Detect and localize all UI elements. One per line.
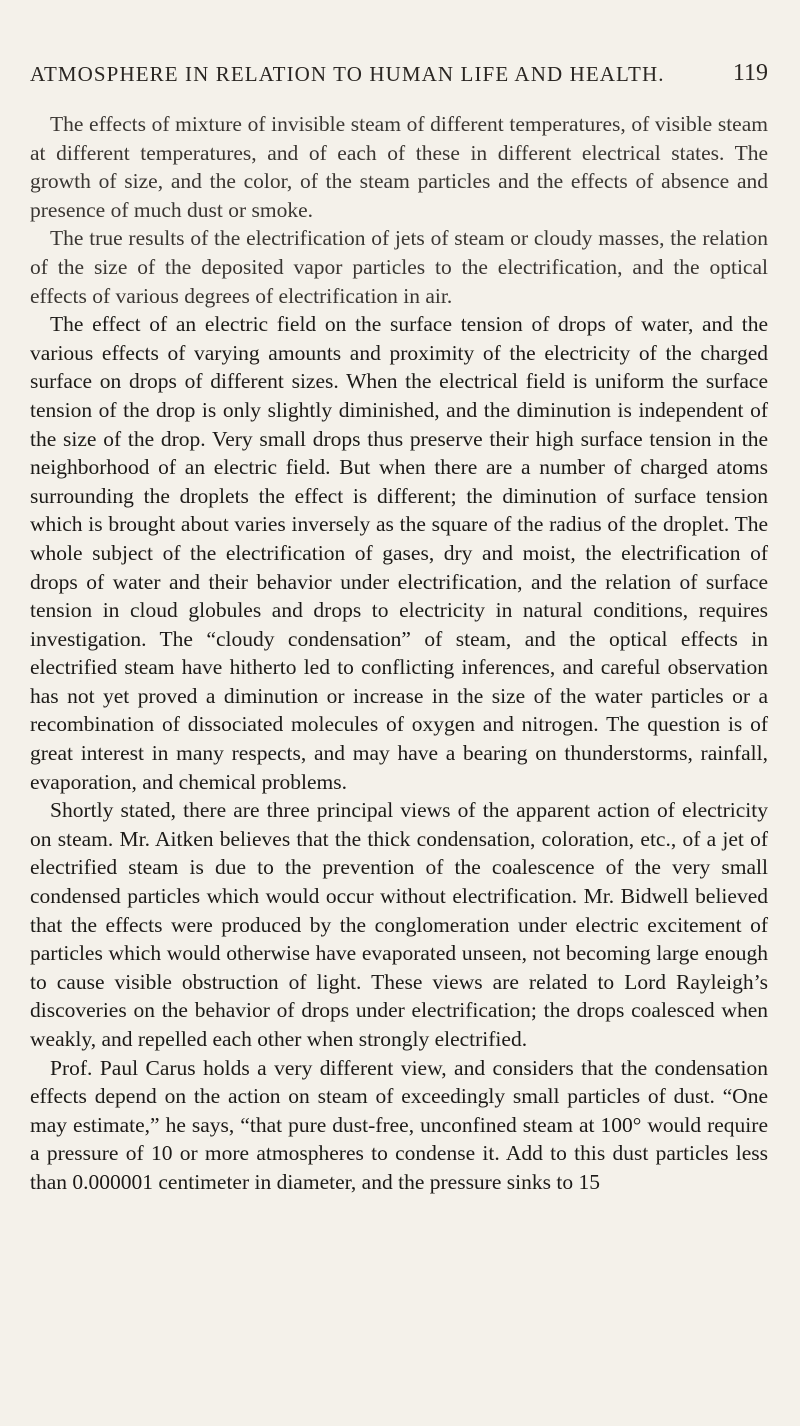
- paragraph-principal-views: Shortly stated, there are three principal views of the apparent action of electricity on steam. Mr. Aitken believes that the thick condensation, coloration, etc., of a jet of electrified steam is due to the prevention of the coalescence of the very small condensed particles which would occur without electrification. Mr. Bidwell believed that the effects were produced by the conglomeration under electric excitement of particles which would otherwise have evaporated unseen, not becoming large enough to cause visible obstruction of light. These views are related to Lord Rayleigh’s discoveries on the behavior of drops under electrification; the drops coalesced when weakly, and repelled each other when strongly electrified.: [30, 798, 768, 1051]
- running-head: [30, 60, 770, 90]
- body-text: [30, 110, 768, 1197]
- running-title: ATMOSPHERE IN RELATION TO HUMAN LIFE AND HEALTH.: [30, 62, 665, 86]
- paragraph-carus-view: Prof. Paul Carus holds a very different view, and considers that the condensation effects depend on the action on steam of exceedingly small particles of dust. “One may estimate,” he says, “that pure dust-free, unconfined steam at 100° would require a pressure of 10 or more atmospheres to condense it. Add to this dust particles less than 0.000001 centimeter in diameter, and the pressure sinks to 15: [30, 1055, 768, 1194]
- paragraph-steam-mixture: The effects of mixture of invisible steam of different temperatures, of visible steam at different temperatures, and of each of these in different electrical states. The growth of size, and the color, of the steam particles and the effects of absence and presence of much dust or smoke.: [30, 112, 768, 222]
- paragraph-surface-tension: The effect of an electric field on the surface tension of drops of water, and the various effects of varying amounts and proximity of the electricity of the charged surface on drops of different sizes. When the electrical field is uniform the surface tension of the drop is only slightly diminished, and the diminution is independent of the size of the drop. Very small drops thus preserve their high surface tension in the neighborhood of an electric field. But when there are a number of charged atoms surrounding the droplets the effect is different; the diminution of surface tension which is brought about varies inversely as the square of the radius of the droplet. The whole subject of the electrification of gases, dry and moist, the electrification of drops of water and their behavior under electrification, and the relation of surface tension in cloud globules and drops to electricity in natural conditions, requires investigation. The “cloudy condensation” of steam, and the optical effects in electrified steam have hitherto led to conflicting inferences, and careful observation has not yet proved a diminution or increase in the size of the water particles or a recombination of dissociated molecules of oxygen and nitrogen. The question is of great interest in many respects, and may have a bearing on thunderstorms, rainfall, evaporation, and chemical problems.: [30, 312, 768, 794]
- paragraph-electrification-results: The true results of the electrification of jets of steam or cloudy masses, the relation of the size of the deposited vapor particles to the electrification, and the optical effects of various degrees of electrification in air.: [30, 226, 768, 308]
- page-number: 119: [732, 60, 768, 86]
